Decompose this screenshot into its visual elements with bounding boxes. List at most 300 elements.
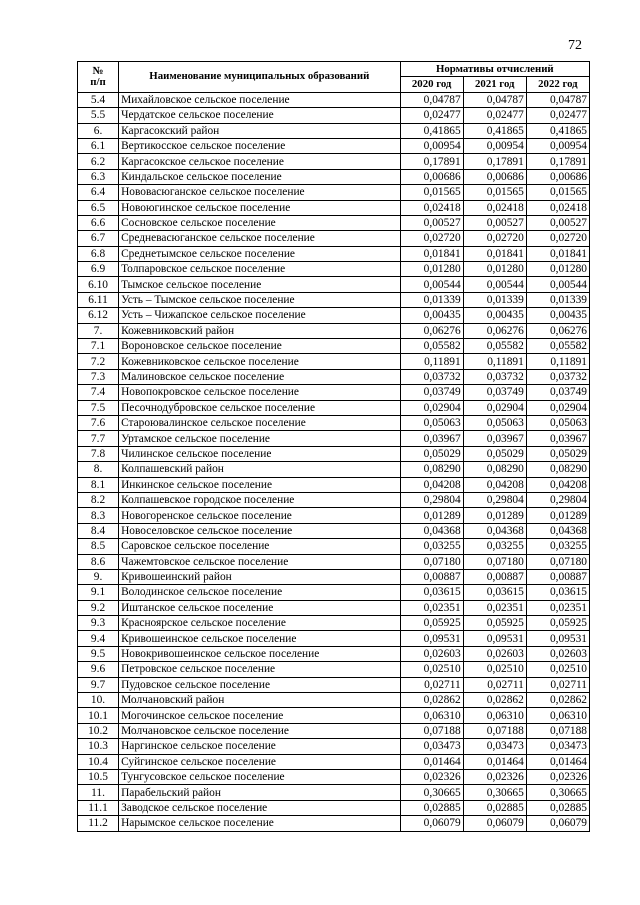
row-number-cell: 6.6 [78, 215, 119, 230]
value-2020-cell: 0,01565 [400, 185, 463, 200]
value-2020-cell: 0,02711 [400, 677, 463, 692]
municipality-name-cell: Чилинское сельское поселение [119, 446, 401, 461]
norms-group-header: Нормативы отчислений [400, 62, 589, 77]
municipality-name-cell: Колпашевское городское поселение [119, 492, 401, 507]
municipality-name-cell: Нововасюганское сельское поселение [119, 185, 401, 200]
value-2020-cell: 0,02904 [400, 400, 463, 415]
table-row [78, 462, 590, 477]
value-2022-cell: 0,01280 [526, 262, 589, 277]
value-2022-cell: 0,06079 [526, 816, 589, 831]
value-2022-cell: 0,02351 [526, 600, 589, 615]
value-2022-cell: 0,02418 [526, 200, 589, 215]
value-2020-cell: 0,02510 [400, 662, 463, 677]
row-number-cell: 9.7 [78, 677, 119, 692]
value-2021-cell: 0,06079 [463, 816, 526, 831]
row-number-cell: 5.4 [78, 92, 119, 107]
value-2020-cell: 0,01464 [400, 754, 463, 769]
row-number-cell: 7.6 [78, 415, 119, 430]
value-2022-cell: 0,04208 [526, 477, 589, 492]
table-row [78, 492, 590, 507]
municipality-name-cell: Средневасюганское сельское поселение [119, 231, 401, 246]
num-column-header [78, 62, 119, 93]
value-2022-cell: 0,08290 [526, 462, 589, 477]
table-row [78, 600, 590, 615]
municipality-name-cell: Молчановский район [119, 693, 401, 708]
value-2022-cell: 0,02885 [526, 800, 589, 815]
value-2020-cell: 0,00527 [400, 215, 463, 230]
row-number-cell: 8.4 [78, 523, 119, 538]
value-2021-cell: 0,02904 [463, 400, 526, 415]
municipality-name-cell: Заводское сельское поселение [119, 800, 401, 815]
value-2020-cell: 0,17891 [400, 154, 463, 169]
value-2021-cell: 0,02711 [463, 677, 526, 692]
row-number-cell: 6.2 [78, 154, 119, 169]
value-2021-cell: 0,41865 [463, 123, 526, 138]
value-2020-cell: 0,02603 [400, 646, 463, 661]
value-2021-cell: 0,02603 [463, 646, 526, 661]
table-row [78, 431, 590, 446]
value-2022-cell: 0,02510 [526, 662, 589, 677]
row-number-cell: 6.11 [78, 292, 119, 307]
row-number-cell: 8.5 [78, 539, 119, 554]
municipality-name-cell: Уртамское сельское поселение [119, 431, 401, 446]
value-2022-cell: 0,01841 [526, 246, 589, 261]
municipality-name-cell: Новопокровское сельское поселение [119, 385, 401, 400]
value-2021-cell: 0,02720 [463, 231, 526, 246]
row-number-cell: 9.1 [78, 585, 119, 600]
row-number-cell: 8. [78, 462, 119, 477]
value-2020-cell: 0,00544 [400, 277, 463, 292]
table-row [78, 277, 590, 292]
value-2020-cell: 0,05063 [400, 415, 463, 430]
value-2022-cell: 0,02720 [526, 231, 589, 246]
municipality-name-cell: Вороновское сельское поселение [119, 339, 401, 354]
value-2020-cell: 0,04787 [400, 92, 463, 107]
value-2022-cell: 0,03255 [526, 539, 589, 554]
table-row [78, 354, 590, 369]
value-2021-cell: 0,07180 [463, 554, 526, 569]
row-number-cell: 7.3 [78, 369, 119, 384]
table-row [78, 677, 590, 692]
value-2021-cell: 0,00686 [463, 169, 526, 184]
value-2020-cell: 0,03255 [400, 539, 463, 554]
table-row [78, 816, 590, 831]
value-2020-cell: 0,06276 [400, 323, 463, 338]
municipality-name-cell: Кривошеинский район [119, 569, 401, 584]
value-2020-cell: 0,00686 [400, 169, 463, 184]
municipality-name-cell: Староювалинское сельское поселение [119, 415, 401, 430]
row-number-cell: 11.2 [78, 816, 119, 831]
table-row [78, 800, 590, 815]
table-row [78, 92, 590, 107]
municipality-name-cell: Кожевниковский район [119, 323, 401, 338]
row-number-cell: 7. [78, 323, 119, 338]
value-2021-cell: 0,01565 [463, 185, 526, 200]
row-number-cell: 6.4 [78, 185, 119, 200]
table-row [78, 523, 590, 538]
value-2020-cell: 0,02326 [400, 769, 463, 784]
value-2020-cell: 0,00887 [400, 569, 463, 584]
value-2021-cell: 0,02326 [463, 769, 526, 784]
municipality-name-cell: Песочнодубровское сельское поселение [119, 400, 401, 415]
value-2020-cell: 0,05925 [400, 616, 463, 631]
table-row [78, 554, 590, 569]
row-number-cell: 6.1 [78, 138, 119, 153]
municipality-name-cell: Красноярское сельское поселение [119, 616, 401, 631]
num-header-line2: п/п [90, 75, 106, 88]
table-row [78, 616, 590, 631]
value-2021-cell: 0,02862 [463, 693, 526, 708]
value-2022-cell: 0,11891 [526, 354, 589, 369]
value-2021-cell: 0,02885 [463, 800, 526, 815]
row-number-cell: 6.8 [78, 246, 119, 261]
municipality-name-cell: Усть – Чижапское сельское поселение [119, 308, 401, 323]
table-row [78, 323, 590, 338]
table-row [78, 185, 590, 200]
value-2020-cell: 0,02418 [400, 200, 463, 215]
value-2020-cell: 0,06310 [400, 708, 463, 723]
value-2020-cell: 0,03967 [400, 431, 463, 446]
municipality-name-cell: Наргинское сельское поселение [119, 739, 401, 754]
value-2022-cell: 0,01565 [526, 185, 589, 200]
table-row [78, 585, 590, 600]
page-number: 72 [568, 38, 582, 53]
row-number-cell: 10.5 [78, 769, 119, 784]
table-row [78, 308, 590, 323]
value-2021-cell: 0,05582 [463, 339, 526, 354]
table-row [78, 723, 590, 738]
row-number-cell: 6.9 [78, 262, 119, 277]
value-2021-cell: 0,05063 [463, 415, 526, 430]
value-2021-cell: 0,00435 [463, 308, 526, 323]
value-2021-cell: 0,29804 [463, 492, 526, 507]
table-row [78, 246, 590, 261]
value-2022-cell: 0,29804 [526, 492, 589, 507]
municipality-name-cell: Новокривошеинское сельское поселение [119, 646, 401, 661]
value-2020-cell: 0,29804 [400, 492, 463, 507]
value-2021-cell: 0,09531 [463, 631, 526, 646]
value-2020-cell: 0,05582 [400, 339, 463, 354]
municipality-name-cell: Саровское сельское поселение [119, 539, 401, 554]
value-2021-cell: 0,07188 [463, 723, 526, 738]
value-2021-cell: 0,01339 [463, 292, 526, 307]
value-2021-cell: 0,00954 [463, 138, 526, 153]
municipality-name-cell: Каргасокское сельское поселение [119, 154, 401, 169]
row-number-cell: 10. [78, 693, 119, 708]
value-2021-cell: 0,05925 [463, 616, 526, 631]
value-2020-cell: 0,08290 [400, 462, 463, 477]
value-2022-cell: 0,02862 [526, 693, 589, 708]
value-2020-cell: 0,02862 [400, 693, 463, 708]
municipality-name-cell: Усть – Тымское сельское поселение [119, 292, 401, 307]
value-2020-cell: 0,30665 [400, 785, 463, 800]
value-2021-cell: 0,03615 [463, 585, 526, 600]
municipality-name-cell: Киндальское сельское поселение [119, 169, 401, 184]
table-row [78, 446, 590, 461]
row-number-cell: 8.1 [78, 477, 119, 492]
municipality-name-cell: Нарымское сельское поселение [119, 816, 401, 831]
value-2021-cell: 0,03732 [463, 369, 526, 384]
value-2022-cell: 0,01339 [526, 292, 589, 307]
value-2020-cell: 0,04208 [400, 477, 463, 492]
value-2022-cell: 0,07180 [526, 554, 589, 569]
value-2020-cell: 0,02885 [400, 800, 463, 815]
value-2021-cell: 0,02510 [463, 662, 526, 677]
municipality-name-cell: Михайловское сельское поселение [119, 92, 401, 107]
municipality-name-cell: Малиновское сельское поселение [119, 369, 401, 384]
value-2020-cell: 0,00954 [400, 138, 463, 153]
row-number-cell: 7.7 [78, 431, 119, 446]
municipality-name-cell: Новогоренское сельское поселение [119, 508, 401, 523]
table-row [78, 262, 590, 277]
table-row [78, 769, 590, 784]
value-2022-cell: 0,01464 [526, 754, 589, 769]
row-number-cell: 9.5 [78, 646, 119, 661]
municipality-name-cell: Парабельский район [119, 785, 401, 800]
value-2020-cell: 0,06079 [400, 816, 463, 831]
value-2020-cell: 0,02720 [400, 231, 463, 246]
value-2022-cell: 0,06310 [526, 708, 589, 723]
municipality-name-cell: Колпашевский район [119, 462, 401, 477]
table-header [78, 62, 590, 93]
table-row [78, 169, 590, 184]
value-2021-cell: 0,02418 [463, 200, 526, 215]
value-2022-cell: 0,03732 [526, 369, 589, 384]
value-2022-cell: 0,07188 [526, 723, 589, 738]
value-2022-cell: 0,04787 [526, 92, 589, 107]
table-row [78, 754, 590, 769]
value-2022-cell: 0,05925 [526, 616, 589, 631]
table-row [78, 215, 590, 230]
value-2020-cell: 0,11891 [400, 354, 463, 369]
table-row [78, 154, 590, 169]
municipality-name-cell: Кожевниковское сельское поселение [119, 354, 401, 369]
value-2022-cell: 0,41865 [526, 123, 589, 138]
row-number-cell: 9. [78, 569, 119, 584]
row-number-cell: 5.5 [78, 108, 119, 123]
value-2020-cell: 0,02477 [400, 108, 463, 123]
table-row [78, 539, 590, 554]
value-2021-cell: 0,04787 [463, 92, 526, 107]
table-row [78, 339, 590, 354]
value-2020-cell: 0,03749 [400, 385, 463, 400]
value-2022-cell: 0,05029 [526, 446, 589, 461]
value-2022-cell: 0,30665 [526, 785, 589, 800]
value-2022-cell: 0,04368 [526, 523, 589, 538]
value-2022-cell: 0,05063 [526, 415, 589, 430]
value-2021-cell: 0,00544 [463, 277, 526, 292]
value-2022-cell: 0,03615 [526, 585, 589, 600]
value-2022-cell: 0,00887 [526, 569, 589, 584]
value-2022-cell: 0,03749 [526, 385, 589, 400]
row-number-cell: 10.4 [78, 754, 119, 769]
municipality-name-cell: Тымское сельское поселение [119, 277, 401, 292]
year-2022-header: 2022 год [526, 77, 589, 92]
value-2021-cell: 0,01280 [463, 262, 526, 277]
table-row [78, 785, 590, 800]
value-2021-cell: 0,30665 [463, 785, 526, 800]
value-2022-cell: 0,02904 [526, 400, 589, 415]
value-2022-cell: 0,01289 [526, 508, 589, 523]
value-2021-cell: 0,11891 [463, 354, 526, 369]
table-row [78, 662, 590, 677]
table-row [78, 108, 590, 123]
municipality-name-cell: Чердатское сельское поселение [119, 108, 401, 123]
row-number-cell: 7.4 [78, 385, 119, 400]
value-2020-cell: 0,01841 [400, 246, 463, 261]
table-row [78, 693, 590, 708]
value-2021-cell: 0,01464 [463, 754, 526, 769]
value-2021-cell: 0,04368 [463, 523, 526, 538]
row-number-cell: 7.1 [78, 339, 119, 354]
value-2022-cell: 0,17891 [526, 154, 589, 169]
value-2021-cell: 0,03967 [463, 431, 526, 446]
table-row [78, 646, 590, 661]
row-number-cell: 7.5 [78, 400, 119, 415]
value-2021-cell: 0,03749 [463, 385, 526, 400]
municipality-name-cell: Чажемтовское сельское поселение [119, 554, 401, 569]
norms-table [77, 61, 590, 832]
value-2022-cell: 0,00435 [526, 308, 589, 323]
value-2021-cell: 0,00527 [463, 215, 526, 230]
municipality-name-cell: Володинское сельское поселение [119, 585, 401, 600]
value-2022-cell: 0,02711 [526, 677, 589, 692]
value-2021-cell: 0,17891 [463, 154, 526, 169]
row-number-cell: 10.2 [78, 723, 119, 738]
row-number-cell: 6.7 [78, 231, 119, 246]
value-2020-cell: 0,07188 [400, 723, 463, 738]
table-row [78, 508, 590, 523]
table-row [78, 477, 590, 492]
municipality-name-cell: Кривошеинское сельское поселение [119, 631, 401, 646]
municipality-name-cell: Инкинское сельское поселение [119, 477, 401, 492]
value-2020-cell: 0,03615 [400, 585, 463, 600]
value-2020-cell: 0,03473 [400, 739, 463, 754]
value-2021-cell: 0,02477 [463, 108, 526, 123]
municipality-name-cell: Вертикосское сельское поселение [119, 138, 401, 153]
table-row [78, 631, 590, 646]
row-number-cell: 9.4 [78, 631, 119, 646]
value-2022-cell: 0,00686 [526, 169, 589, 184]
row-number-cell: 6. [78, 123, 119, 138]
municipality-name-cell: Среднетымское сельское поселение [119, 246, 401, 261]
row-number-cell: 9.3 [78, 616, 119, 631]
value-2021-cell: 0,04208 [463, 477, 526, 492]
year-2020-header: 2020 год [400, 77, 463, 92]
value-2021-cell: 0,05029 [463, 446, 526, 461]
value-2020-cell: 0,00435 [400, 308, 463, 323]
value-2020-cell: 0,01289 [400, 508, 463, 523]
row-number-cell: 8.3 [78, 508, 119, 523]
municipality-name-cell: Петровское сельское поселение [119, 662, 401, 677]
municipality-name-cell: Сосновское сельское поселение [119, 215, 401, 230]
value-2022-cell: 0,03967 [526, 431, 589, 446]
municipality-name-cell: Суйгинское сельское поселение [119, 754, 401, 769]
value-2021-cell: 0,02351 [463, 600, 526, 615]
value-2021-cell: 0,03473 [463, 739, 526, 754]
municipality-name-cell: Тунгусовское сельское поселение [119, 769, 401, 784]
table-row [78, 569, 590, 584]
value-2020-cell: 0,09531 [400, 631, 463, 646]
row-number-cell: 6.5 [78, 200, 119, 215]
row-number-cell: 6.12 [78, 308, 119, 323]
municipality-name-cell: Толпаровское сельское поселение [119, 262, 401, 277]
table-row [78, 708, 590, 723]
table-body [78, 92, 590, 831]
row-number-cell: 8.2 [78, 492, 119, 507]
name-column-header: Наименование муниципальных образований [119, 62, 401, 93]
row-number-cell: 7.2 [78, 354, 119, 369]
table-row [78, 385, 590, 400]
value-2020-cell: 0,01280 [400, 262, 463, 277]
value-2022-cell: 0,02326 [526, 769, 589, 784]
value-2022-cell: 0,02603 [526, 646, 589, 661]
num-header-line1: № [92, 64, 104, 77]
table-row [78, 415, 590, 430]
municipality-name-cell: Новоселовское сельское поселение [119, 523, 401, 538]
municipality-name-cell: Каргасокский район [119, 123, 401, 138]
row-number-cell: 9.2 [78, 600, 119, 615]
municipality-name-cell: Иштанское сельское поселение [119, 600, 401, 615]
value-2021-cell: 0,01289 [463, 508, 526, 523]
table-row [78, 292, 590, 307]
value-2022-cell: 0,00527 [526, 215, 589, 230]
table-row [78, 123, 590, 138]
value-2022-cell: 0,02477 [526, 108, 589, 123]
row-number-cell: 11.1 [78, 800, 119, 815]
row-number-cell: 9.6 [78, 662, 119, 677]
value-2022-cell: 0,05582 [526, 339, 589, 354]
value-2021-cell: 0,06276 [463, 323, 526, 338]
value-2022-cell: 0,00954 [526, 138, 589, 153]
municipality-name-cell: Молчановское сельское поселение [119, 723, 401, 738]
row-number-cell: 7.8 [78, 446, 119, 461]
value-2020-cell: 0,01339 [400, 292, 463, 307]
table-row [78, 138, 590, 153]
value-2020-cell: 0,41865 [400, 123, 463, 138]
value-2022-cell: 0,09531 [526, 631, 589, 646]
row-number-cell: 10.1 [78, 708, 119, 723]
year-2021-header: 2021 год [463, 77, 526, 92]
municipality-name-cell: Новоюгинское сельское поселение [119, 200, 401, 215]
value-2021-cell: 0,03255 [463, 539, 526, 554]
table-row [78, 231, 590, 246]
value-2022-cell: 0,06276 [526, 323, 589, 338]
value-2020-cell: 0,02351 [400, 600, 463, 615]
value-2022-cell: 0,03473 [526, 739, 589, 754]
value-2020-cell: 0,07180 [400, 554, 463, 569]
row-number-cell: 11. [78, 785, 119, 800]
value-2020-cell: 0,03732 [400, 369, 463, 384]
table-row [78, 200, 590, 215]
value-2022-cell: 0,00544 [526, 277, 589, 292]
value-2021-cell: 0,00887 [463, 569, 526, 584]
value-2020-cell: 0,04368 [400, 523, 463, 538]
row-number-cell: 10.3 [78, 739, 119, 754]
value-2021-cell: 0,08290 [463, 462, 526, 477]
value-2020-cell: 0,05029 [400, 446, 463, 461]
table-row [78, 369, 590, 384]
row-number-cell: 6.10 [78, 277, 119, 292]
municipality-name-cell: Могочинское сельское поселение [119, 708, 401, 723]
municipality-name-cell: Пудовское сельское поселение [119, 677, 401, 692]
value-2021-cell: 0,01841 [463, 246, 526, 261]
row-number-cell: 8.6 [78, 554, 119, 569]
table-row [78, 739, 590, 754]
row-number-cell: 6.3 [78, 169, 119, 184]
table-row [78, 400, 590, 415]
value-2021-cell: 0,06310 [463, 708, 526, 723]
